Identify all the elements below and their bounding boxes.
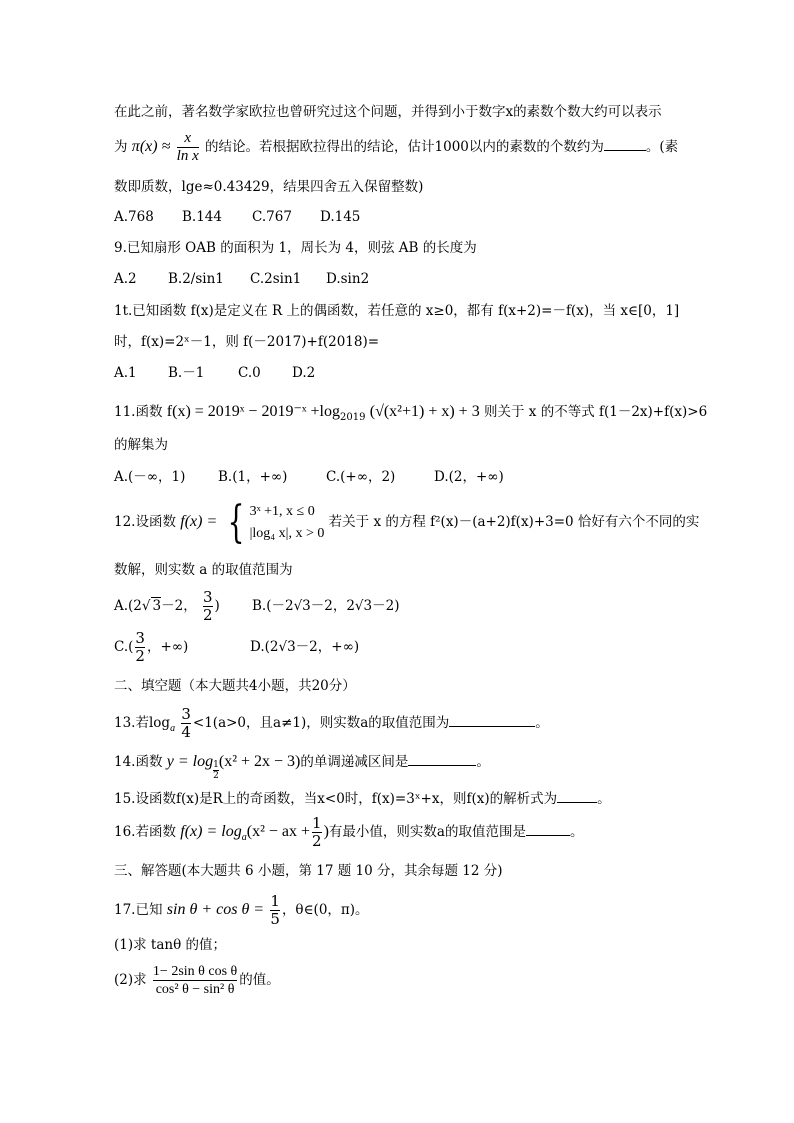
q15 — [114, 790, 611, 808]
q11-option-b[interactable]: B.(1，+∞) — [218, 469, 288, 485]
euler-formula-lhs: π(x) ≈ — [131, 138, 171, 155]
intro-line-1: 在此之前，著名数学家欧拉也曾研究过这个问题，并得到小于数字x的素数个数大约可以表示 — [114, 104, 662, 120]
q17-fraction — [270, 893, 280, 928]
q13-num: 3 — [181, 705, 191, 723]
q17-formula: sin θ + cos θ = — [166, 901, 265, 918]
section-3-heading: 三、解答题(本大题共 6 小题，第 17 题 10 分，其余每题 12 分) — [114, 863, 503, 879]
answer-blank-q14[interactable] — [408, 753, 476, 766]
q17-condition: ，θ∈(0，π)。 — [281, 902, 369, 918]
q11-suffix: 则关于 x 的不等式 f(1－2x)+f(x)>6 — [484, 404, 708, 420]
q17-part-2 — [114, 955, 280, 1005]
q15-end: 。 — [597, 791, 611, 807]
euler-formula-fraction — [177, 130, 199, 165]
q13-log-base: a — [170, 723, 176, 734]
q12-prefix: 12.设函数 — [114, 514, 176, 530]
q12-option-a-radicand: 3 — [152, 598, 162, 614]
q13-den: 4 — [181, 723, 191, 741]
q12-option-a-prefix: A.(2 — [114, 598, 142, 614]
q16 — [114, 814, 583, 856]
q12-option-d[interactable]: D.(2√3－2，+∞) — [250, 639, 360, 655]
q17-part-2-den: cos² θ − sin² θ — [153, 980, 237, 998]
section-2-heading: 二、填空题（本大题共4小题，共20分） — [114, 678, 356, 694]
q12-case-2: |log₄ x|, x > 0 — [249, 525, 325, 541]
intro-line-2-text: 的结论。若根据欧拉得出的结论，估计1000以内的素数的个数约为 — [205, 139, 604, 155]
q11-formula-arg: (√(x²+1) + x) + 3 — [369, 403, 480, 420]
q11-formula: f(x) = 2019ˣ − 2019⁻ˣ +log — [166, 403, 340, 420]
q12-option-c-num: 3 — [135, 629, 145, 647]
q17-part-2-num: 1− 2sin θ cos θ — [152, 964, 238, 979]
q16-formula: f(x) = log — [180, 823, 242, 840]
q16-prefix: 16.若函数 — [114, 824, 176, 840]
q12-option-c-prefix: C.( — [114, 639, 134, 655]
q12-case-1: 3ˣ +1, x ≤ 0 — [249, 503, 315, 519]
q8-options — [114, 208, 360, 226]
q12-options-ab — [114, 588, 400, 624]
q14-base-den: 2 — [213, 771, 219, 781]
q17-num: 1 — [270, 892, 280, 910]
q16-fraction — [312, 815, 322, 850]
intro-line-2-end: 。(素 — [645, 139, 679, 155]
q10-option-b[interactable]: B.－1 — [168, 365, 205, 381]
sqrt-icon: √ — [141, 598, 151, 614]
q12-option-a-end: ) — [214, 598, 220, 614]
q17-part-1: (1)求 tanθ 的值； — [114, 937, 227, 953]
q12-brace: { — [227, 496, 244, 548]
q12-option-a-den: 2 — [203, 606, 213, 624]
q12-line-2: 数解，则实数 a 的取值范围为 — [114, 562, 293, 578]
q14-formula: y = log — [166, 753, 214, 770]
q9-option-d[interactable]: D.sin2 — [326, 271, 370, 287]
q12-option-a-num: 3 — [203, 588, 213, 606]
q17-prefix: 17.已知 — [114, 902, 163, 918]
q12-option-a-fraction — [203, 589, 213, 624]
q13-prefix: 13.若log — [114, 715, 171, 731]
q12-suffix: 若关于 x 的方程 f²(x)－(a+2)f(x)+3=0 恰好有六个不同的实 — [328, 514, 700, 530]
q10-option-a[interactable]: A.1 — [114, 365, 137, 381]
q11-options — [114, 468, 504, 486]
q17-stem — [114, 891, 369, 929]
q13-text: <1(a>0，且a≠1)，则实数a的取值范围为 — [192, 715, 450, 731]
q14-prefix: 14.函数 — [114, 754, 163, 770]
q9-stem: 9.已知扇形 OAB 的面积为 1，周长为 4，则弦 AB 的长度为 — [114, 240, 477, 256]
q10-line-1: 1t.已知函数 f(x)是定义在 R 上的偶函数，若任意的 x≥0，都有 f(x+2)=－f(x)，当 x∈[0，1] — [114, 303, 680, 319]
q10-line-2: 时，f(x)=2ˣ－1，则 f(－2017)+f(2018)= — [114, 334, 380, 350]
q12-options-cd — [114, 629, 359, 665]
q9-options — [114, 270, 369, 288]
q8-option-d[interactable]: D.145 — [320, 209, 361, 225]
intro-line-2-prefix: 为 — [114, 139, 128, 155]
q14-text: 的单调递减区间是 — [300, 754, 409, 770]
q17-part-2-fraction — [153, 963, 237, 998]
q16-num: 1 — [312, 814, 322, 832]
q12-function-name: f(x) = — [180, 513, 218, 530]
q16-text: 有最小值，则实数a的取值范围是 — [328, 824, 526, 840]
q13 — [114, 705, 549, 747]
q16-formula-close: ) — [323, 823, 329, 840]
q14-end: 。 — [476, 754, 490, 770]
q11-prefix: 11.函数 — [114, 404, 163, 420]
q9-option-b[interactable]: B.2/sin1 — [168, 271, 224, 287]
q12-cases — [250, 501, 325, 545]
q8-option-a[interactable]: A.768 — [114, 209, 154, 225]
answer-blank-q16[interactable] — [526, 823, 570, 836]
q17-part-2-prefix: (2)求 — [114, 972, 147, 988]
q12-option-a-mid: －2， — [161, 598, 197, 614]
q14-base-num: 1 — [213, 760, 219, 770]
euler-formula-numerator: x — [184, 130, 192, 146]
q10-option-d[interactable]: D.2 — [292, 365, 316, 381]
q12-option-c-den: 2 — [135, 647, 145, 665]
q12-option-c[interactable] — [114, 629, 250, 665]
q11-log-base: 2019 — [339, 412, 366, 423]
q16-den: 2 — [312, 832, 322, 850]
intro-line-2 — [114, 130, 678, 165]
q8-option-c[interactable]: C.767 — [252, 209, 292, 225]
q16-end: 。 — [569, 824, 584, 840]
answer-blank-q15[interactable] — [557, 790, 597, 803]
answer-blank-q13[interactable] — [449, 714, 535, 727]
q12-option-c-end: ，+∞) — [146, 639, 189, 655]
q10-option-c[interactable]: C.0 — [238, 365, 261, 381]
q12-option-a[interactable] — [114, 588, 252, 624]
intro-line-3: 数即质数，lge≈0.43429，结果四舍五入保留整数) — [114, 179, 424, 195]
q14-formula-arg: (x² + 2x − 3) — [218, 753, 301, 770]
q17-part-2-suffix: 的值。 — [239, 972, 280, 988]
q17-den: 5 — [270, 910, 280, 928]
q11-option-c[interactable]: C.(+∞，2) — [326, 469, 396, 485]
q15-text: 15.设函数f(x)是R上的奇函数，当x<0时，f(x)=3ˣ+x，则f(x)的解析式为 — [114, 791, 558, 807]
q13-fraction — [181, 706, 191, 741]
euler-formula-denominator: ln x — [176, 148, 199, 164]
q10-options — [114, 364, 315, 382]
q16-log-base: a — [241, 832, 247, 843]
q12-line-1 — [114, 496, 700, 548]
q16-formula-arg: (x² − ax + — [246, 823, 311, 840]
q12-option-c-fraction — [135, 630, 145, 665]
q11-line-2: 的解集为 — [114, 437, 168, 453]
q11-line-1 — [114, 403, 707, 427]
q14 — [114, 744, 490, 781]
q9-option-c[interactable]: C.2sin1 — [250, 271, 302, 287]
answer-blank-q8[interactable] — [604, 138, 646, 151]
q11-option-a[interactable]: A.(－∞，1) — [114, 469, 186, 485]
q9-option-a[interactable]: A.2 — [114, 271, 137, 287]
q11-option-d[interactable]: D.(2，+∞) — [434, 469, 504, 485]
q12-option-b[interactable]: B.(－2√3－2，2√3－2) — [252, 598, 400, 614]
q8-option-b[interactable]: B.144 — [182, 209, 222, 225]
q13-end: 。 — [535, 715, 549, 731]
